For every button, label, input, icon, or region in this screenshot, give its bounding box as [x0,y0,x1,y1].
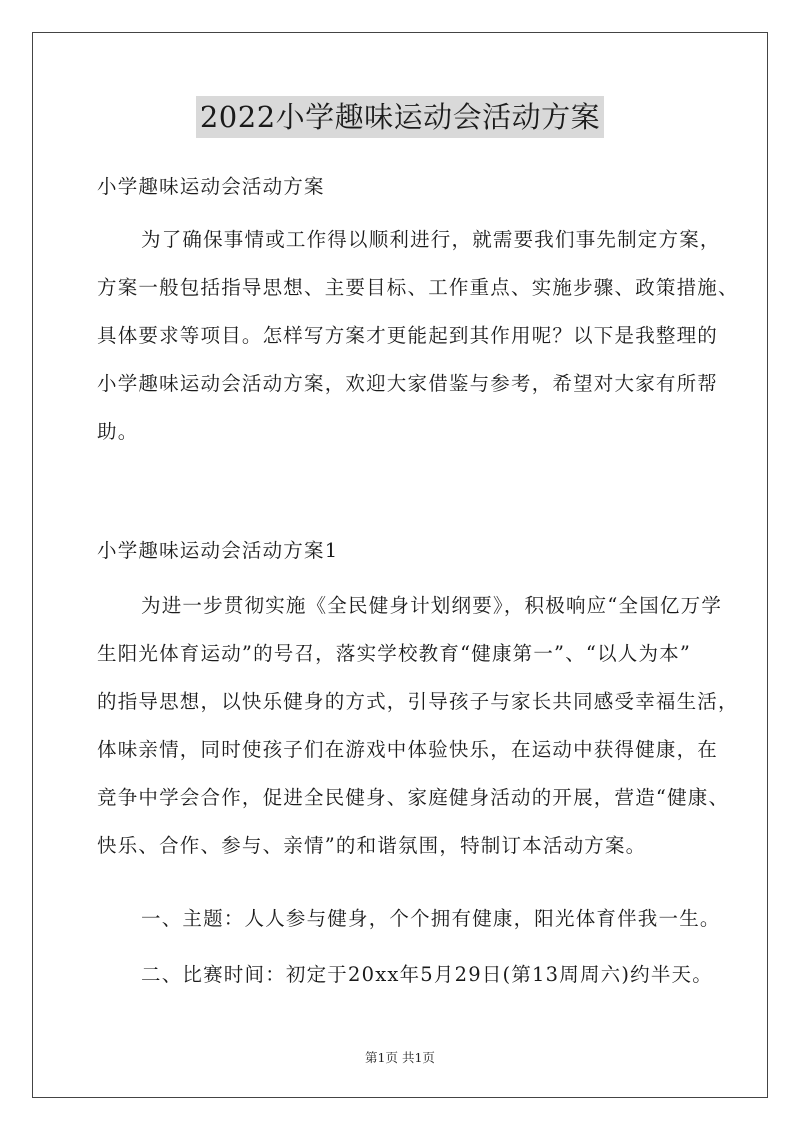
section-line: 竞争中学会合作，促进全民健身、家庭健身活动的开展，营造“健康、 [97,786,730,809]
intro-line: 方案一般包括指导思想、主要目标、工作重点、实施步骤、政策措施、 [97,276,739,299]
section-line: 体味亲情，同时使孩子们在游戏中体验快乐，在运动中获得健康，在 [97,738,719,761]
list-item: 一、主题：人人参与健身，个个拥有健康，阳光体育伴我一生。 [141,907,721,930]
section-line: 的指导思想，以快乐健身的方式，引导孩子与家长共同感受幸福生活， [97,690,739,713]
items-block [97,895,721,999]
section-heading: 小学趣味运动会活动方案1 [97,539,339,562]
intro-paragraph [97,216,739,456]
page-footer: 第1页 共1页 [365,1050,435,1065]
section-paragraph [97,582,739,870]
intro-line: 小学趣味运动会活动方案，欢迎大家借鉴与参考，希望对大家有所帮 [97,372,719,395]
section-line: 生阳光体育运动”的号召，落实学校教育“健康第一”、“以人为本” [97,642,692,665]
section-line: 快乐、合作、参与、亲情”的和谐氛围，特制订本活动方案。 [97,834,647,857]
intro-line: 助。 [97,420,139,443]
intro-line: 为了确保事情或工作得以顺利进行，就需要我们事先制定方案， [141,228,721,251]
subtitle-block [97,163,717,211]
list-item: 二、比赛时间：初定于20xx年5月29日(第13周周六)约半天。 [141,963,713,986]
intro-line: 具体要求等项目。怎样写方案才更能起到其作用呢？以下是我整理的 [97,324,719,347]
title-container [0,96,800,138]
section-heading-block [97,527,717,575]
section-line: 为进一步贯彻实施《全民健身计划纲要》，积极响应“全国亿万学 [141,594,723,617]
document-subtitle: 小学趣味运动会活动方案 [97,175,325,198]
document-title: 2022小学趣味运动会活动方案 [196,96,604,138]
